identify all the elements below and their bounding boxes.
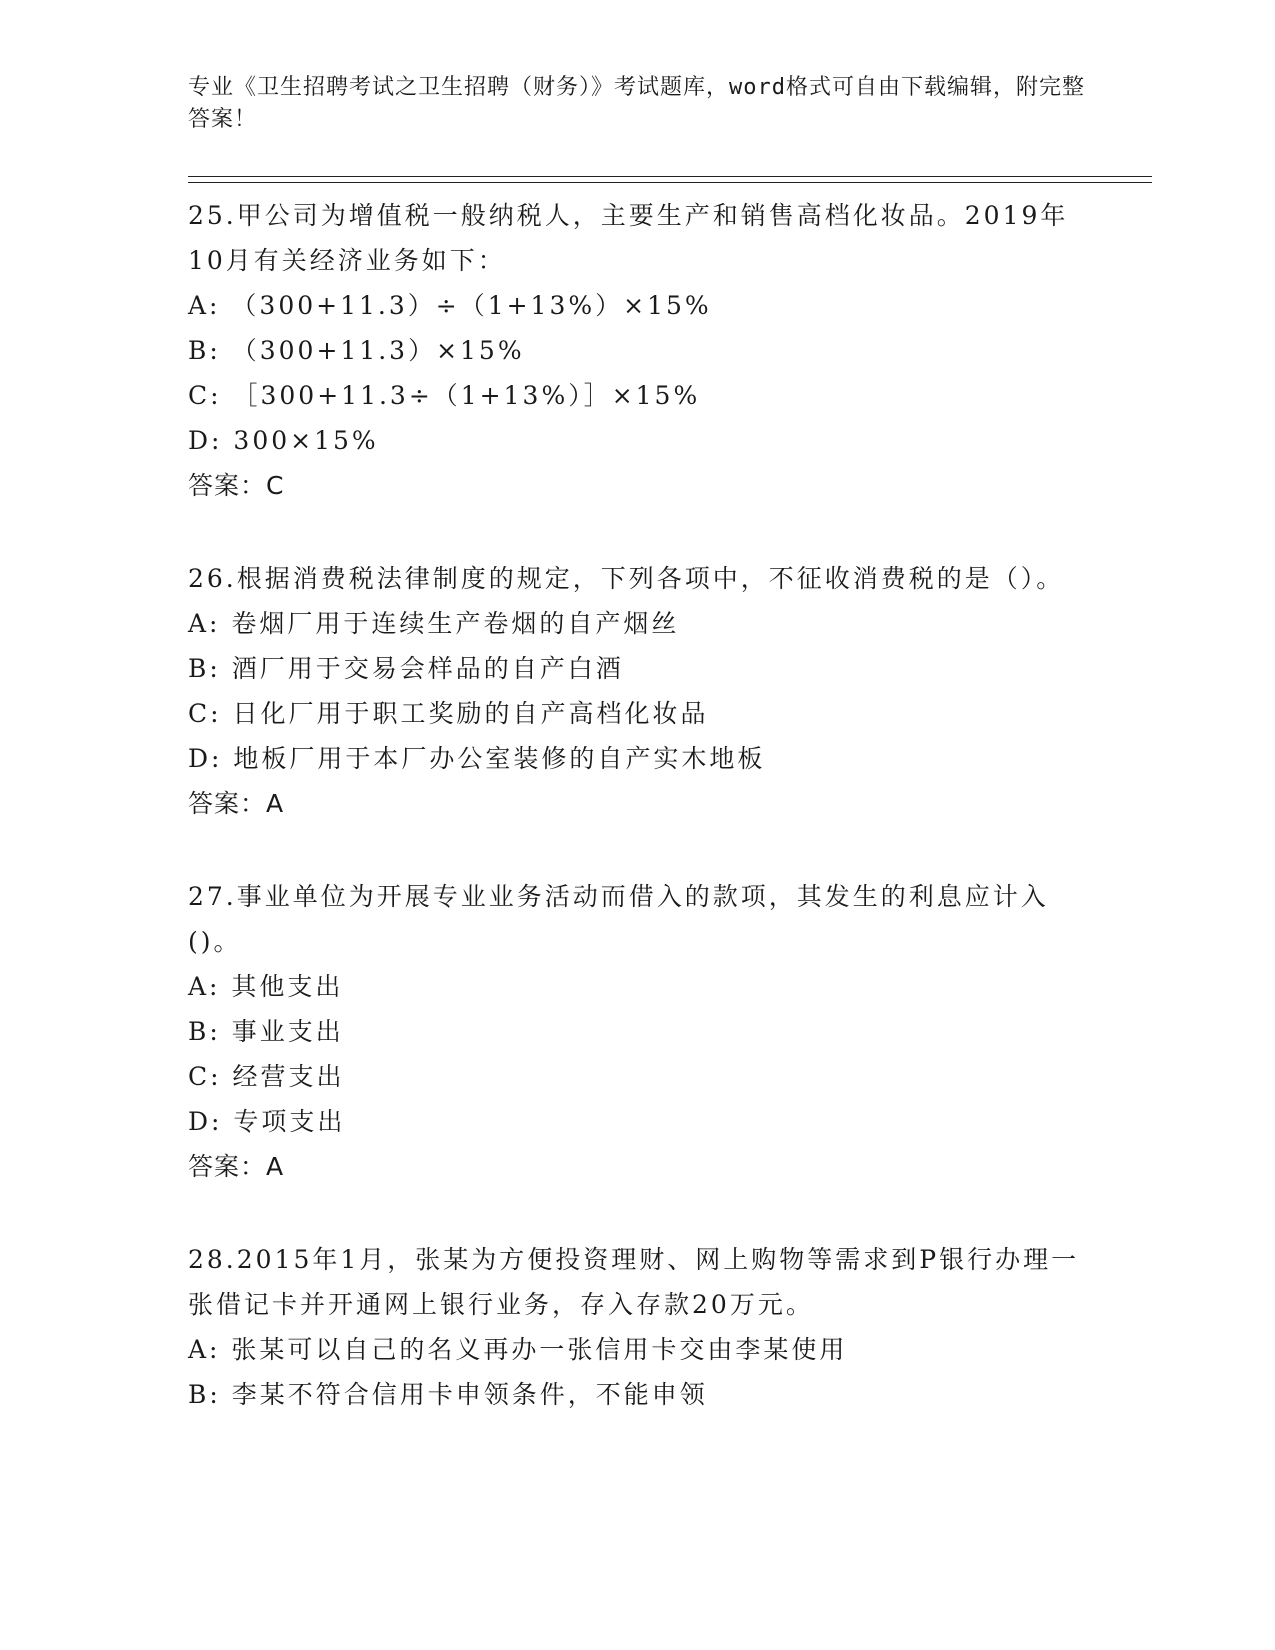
option-c: C: ［300+11.3÷（1+13%）］×15% <box>188 381 701 410</box>
question-stem: 27.事业单位为开展专业业务活动而借入的款项，其发生的利息应计入()。 <box>188 882 1049 956</box>
option-b: B: 酒厂用于交易会样品的自产白酒 <box>188 654 624 683</box>
answer: 答案：C <box>188 471 285 500</box>
option-a: A: （300+11.3）÷（1+13%）×15% <box>188 291 712 320</box>
option-a: A: 其他支出 <box>188 972 344 1001</box>
option-d: D: 300×15% <box>188 426 379 455</box>
option-d: D: 地板厂用于本厂办公室装修的自产实木地板 <box>188 744 766 773</box>
header-divider-top <box>188 176 1152 177</box>
header-divider-bottom <box>188 182 1152 183</box>
option-c: C: 经营支出 <box>188 1062 345 1091</box>
option-d: D: 专项支出 <box>188 1107 346 1136</box>
question-25 <box>188 193 1088 508</box>
question-27 <box>188 874 1088 1189</box>
question-stem: 28.2015年1月，张某为方便投资理财、网上购物等需求到P银行办理一张借记卡并开通网上银行业务，存入存款20万元。 <box>188 1245 1080 1319</box>
question-28 <box>188 1237 1088 1417</box>
question-stem: 25.甲公司为增值税一般纳税人，主要生产和销售高档化妆品。2019年10月有关经济业务如下： <box>188 201 1069 275</box>
answer: 答案：A <box>188 1152 285 1181</box>
header-text: 专业《卫生招聘考试之卫生招聘（财务）》考试题库，word格式可自由下载编辑，附完整答案！ <box>188 75 1085 132</box>
option-c: C: 日化厂用于职工奖励的自产高档化妆品 <box>188 699 709 728</box>
option-a: A: 卷烟厂用于连续生产卷烟的自产烟丝 <box>188 609 680 638</box>
answer: 答案：A <box>188 789 285 818</box>
question-list <box>188 193 1088 1465</box>
document-header <box>188 72 1088 136</box>
option-b: B: 李某不符合信用卡申领条件，不能申领 <box>188 1380 708 1409</box>
option-a: A: 张某可以自己的名义再办一张信用卡交由李某使用 <box>188 1335 848 1364</box>
question-26 <box>188 556 1088 826</box>
question-stem: 26.根据消费税法律制度的规定，下列各项中，不征收消费税的是（）。 <box>188 564 1065 593</box>
option-b: B: 事业支出 <box>188 1017 344 1046</box>
option-b: B: （300+11.3）×15% <box>188 336 525 365</box>
